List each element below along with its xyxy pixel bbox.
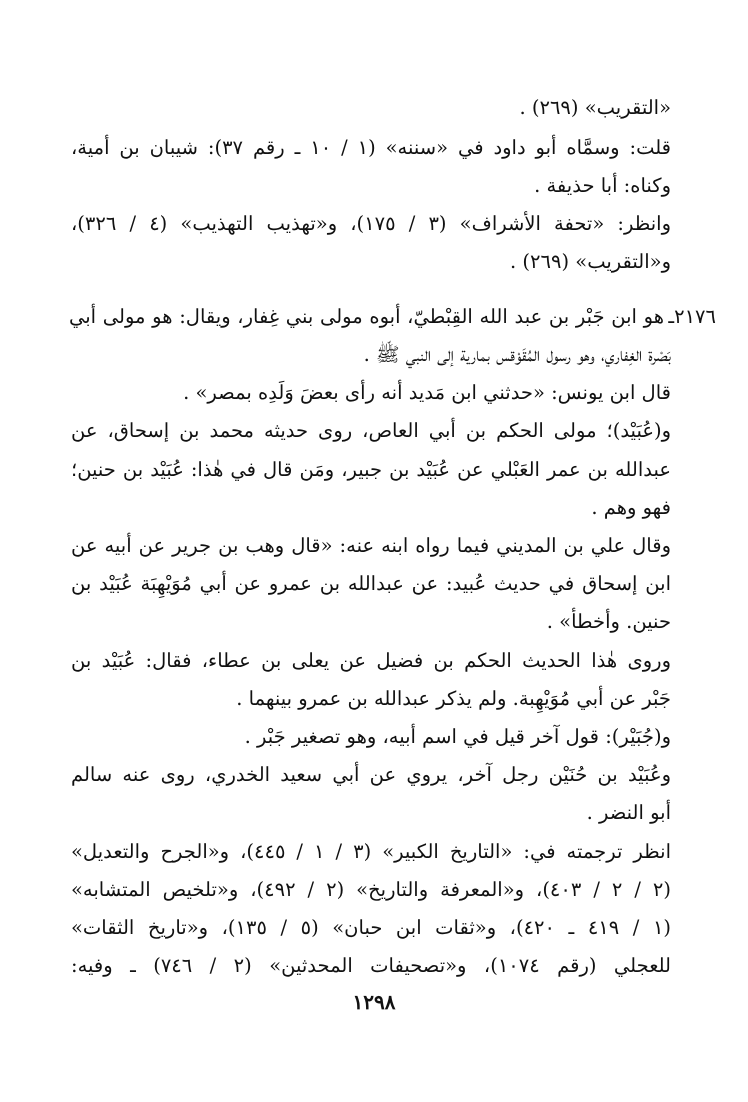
text-line-22: (١ / ٤١٩ ـ ٤٢٠)، و«ثقات ابن حبان» (٥ / ١٣٥)، و«تاريخ الثقات» [71,916,672,939]
text-line-4: وانظر: «تحفة الأشراف» (٣ / ١٧٥)، و«تهذيب التهذيب» (٤ / ٣٢٦)، [71,212,672,235]
text-line-12: وقال علي بن المديني فيما رواه ابنه عنه: «قال وهب بن جرير عن أبيه عن [71,534,671,557]
text-line-3: وكناه: أبا حذيفة . [534,174,671,197]
text-line-15: وروى هٰذا الحديث الحكم بن فضيل عن يعلى بن عطاء، فقال: عُبَيْد بن [71,649,671,672]
text-line-23: للعجلي (رقم ١٠٧٤)، و«تصحيفات المحدثين» (٢ / ٧٤٦) ـ وفيه: [71,954,671,977]
text-line-2: قلت: وسمَّاه أبو داود في «سننه» (١ / ١٠ ـ رقم ٣٧): شيبان بن أمية، [71,136,671,159]
text-line-18: وعُبَيْد بن حُنَيْن رجل آخر، يروي عن أبي سعيد الخدري، روى عنه سالم [71,763,671,786]
text-line-11: فهو وهم . [591,496,671,519]
entry-number: ٢١٧٦ـ [668,305,716,328]
text-line-20: انظر ترجمته في: «التاريخ الكبير» (٣ / ١ / ٤٤٥)، و«الجرح والتعديل» [71,840,672,863]
text-line-16: جَبْر عن أبي مُوَيْهِبة. ولم يذكر عبدالله بن عمرو بينهما . [236,687,671,710]
text-line-13: ابن إسحاق في حديث عُبيد: عن عبدالله بن عمرو عن أبي مُوَيْهِبَة عُبَيْد بن [71,572,671,595]
text-line-1: «التقريب» (٢٦٩) . [519,96,671,119]
text-line-5: و«التقريب» (٢٦٩) . [510,250,671,273]
text-line-6: هو ابن جَبْر بن عبد الله القِبْطيّ، أبوه مولى بني غِفار، ويقال: هو مولى أبي [69,305,664,328]
text-line-7: بَصْرة الغِفاري، وهو رسول المُقَوْقس بمارية إلى النبي ﷺ . [363,343,671,366]
text-line-10: عبدالله بن عمر العَبْلي عن عُبَيْد بن جبير، ومَن قال في هٰذا: عُبَيْد بن حنين؛ [71,458,671,481]
text-line-9: و(عُبَيْد)؛ مولى الحكم بن أبي العاص، روى حديثه محمد بن إسحاق، عن [71,419,671,442]
page-number: ١٢٩٨ [352,990,396,1014]
text-line-17: و(جُبَيْر): قول آخر قيل في اسم أبيه، وهو تصغير جَبْر . [244,725,671,748]
text-line-21: (٢ / ٢ / ٤٠٣)، و«المعرفة والتاريخ» (٢ / ٤٩٢)، و«تلخيص المتشابه» [71,878,672,901]
text-line-19: أبو النضر . [586,801,671,824]
text-line-14: حنين. وأخطأ» . [546,610,671,633]
text-line-8: قال ابن يونس: «حدثني ابن مَديد أنه رأى بعضَ وَلَدِه بمصر» . [183,381,671,404]
